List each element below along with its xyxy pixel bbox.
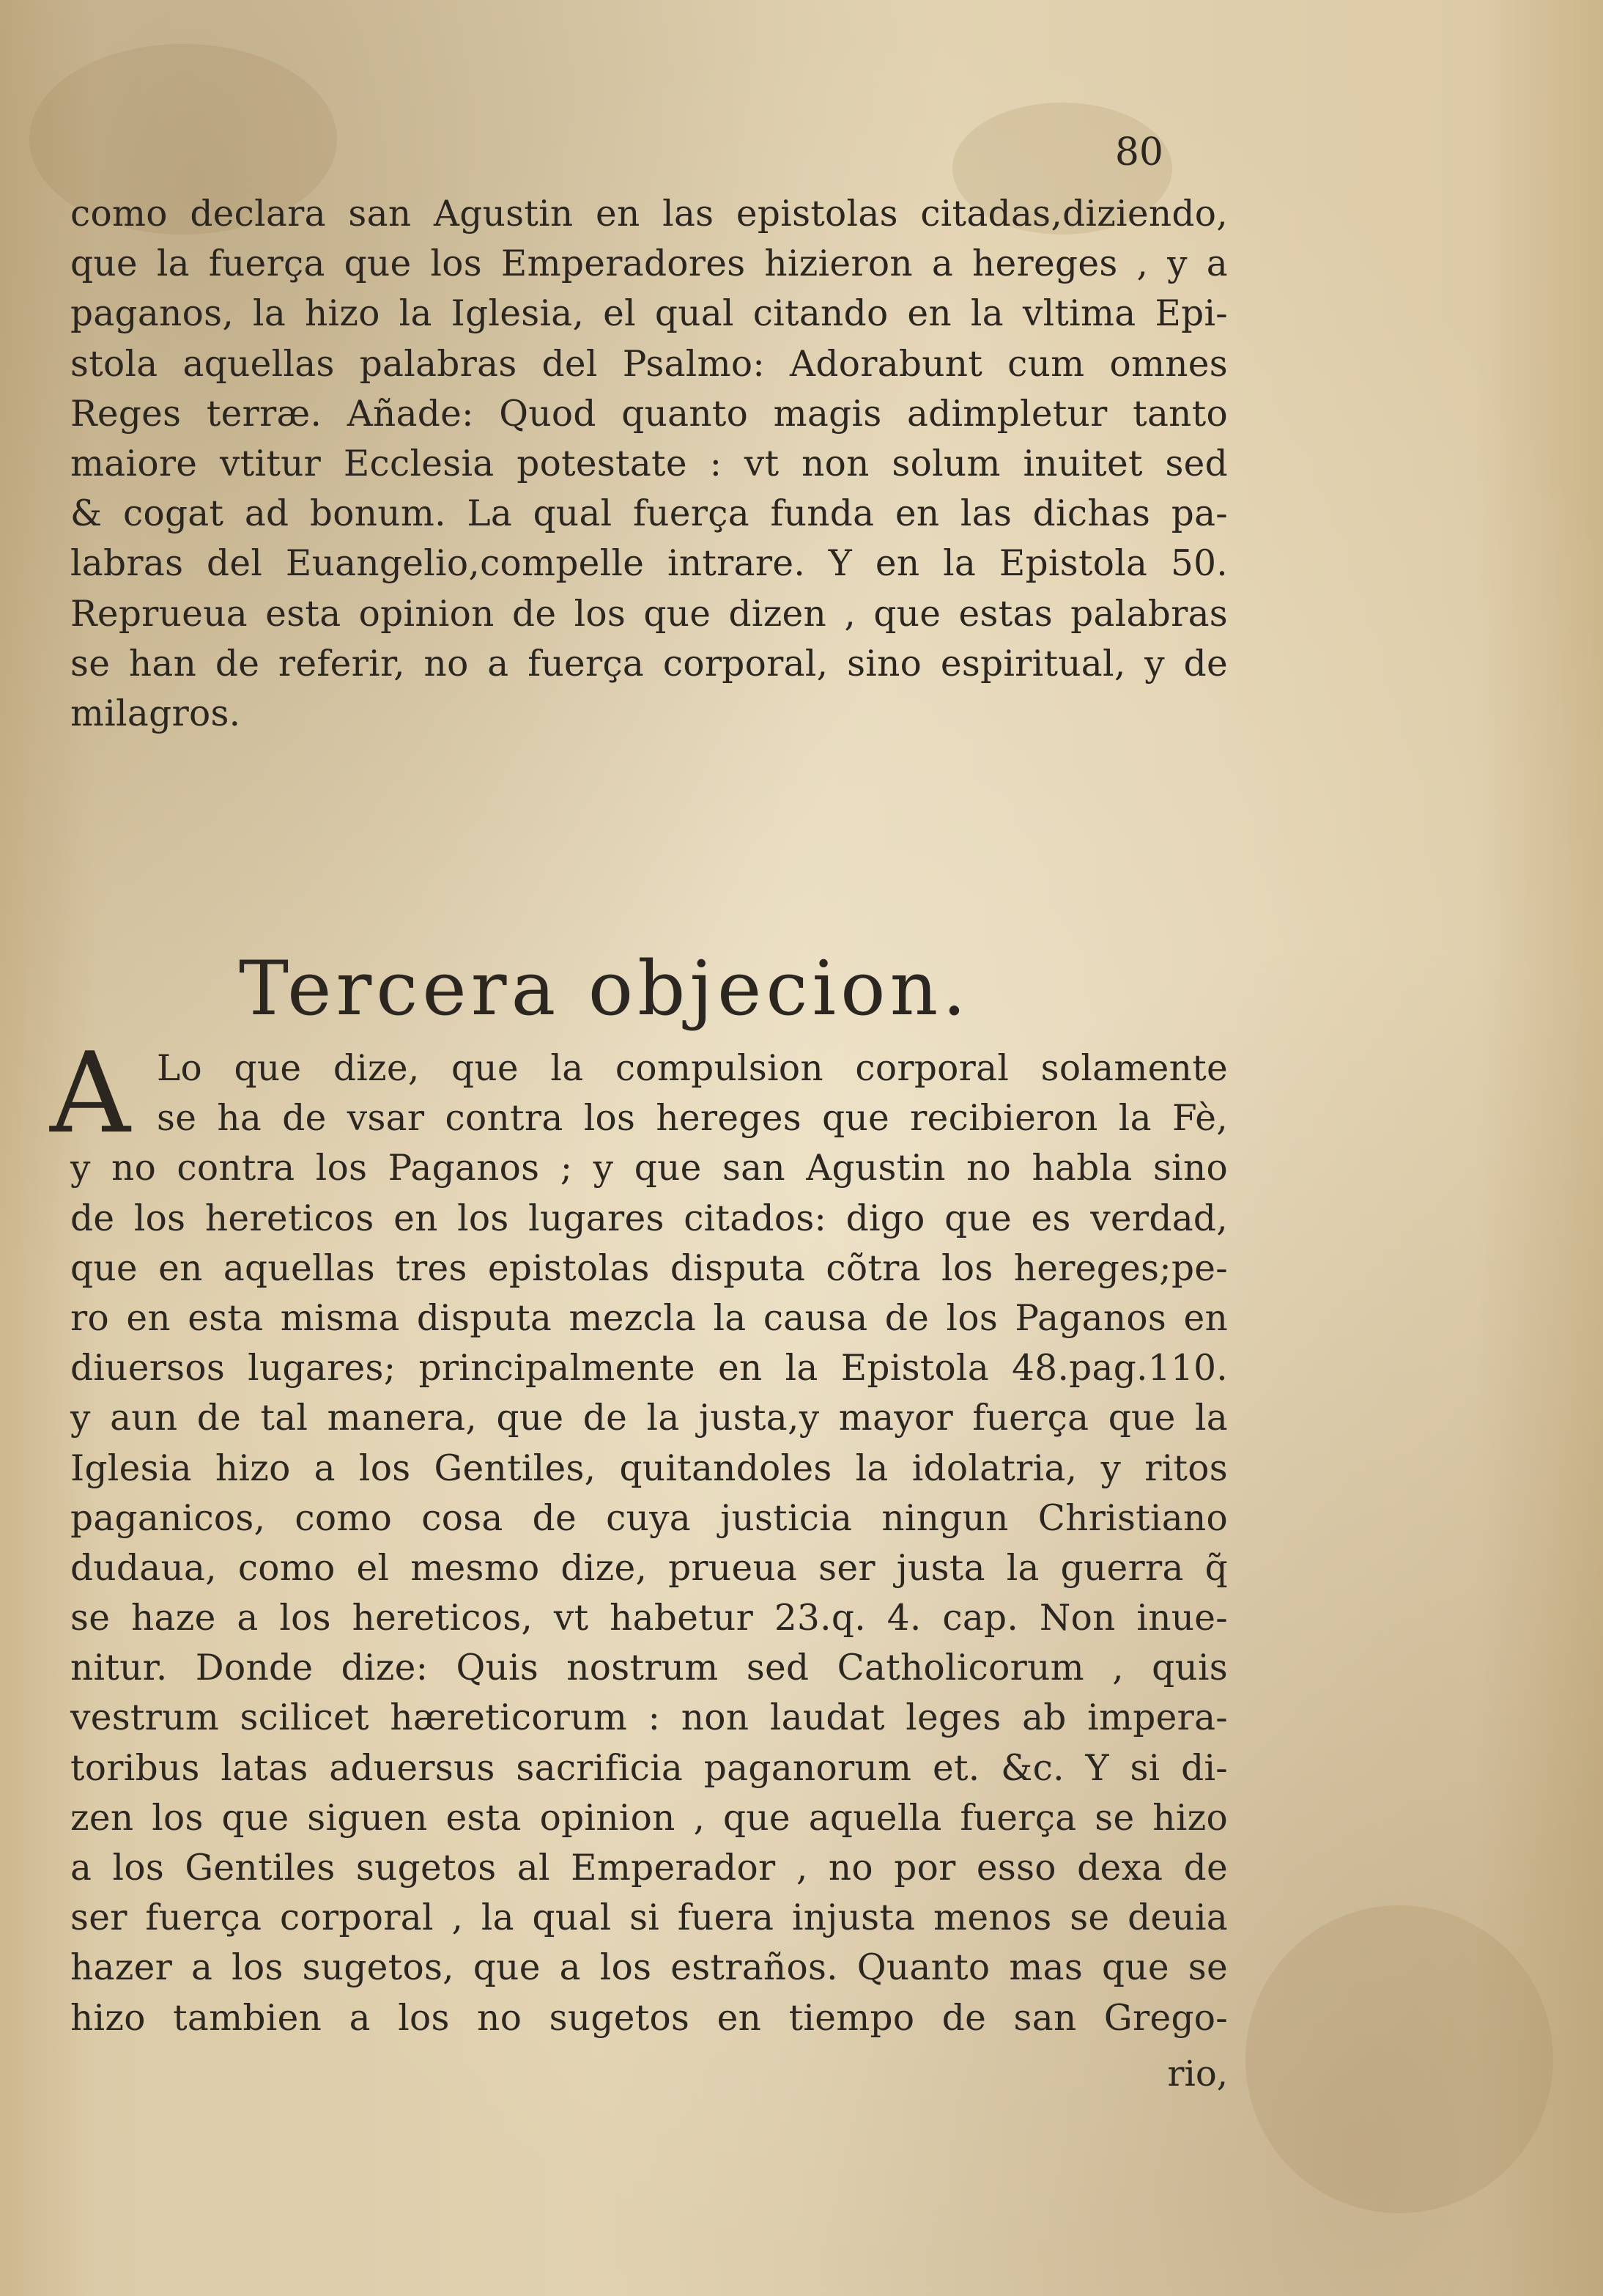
text-line: se haze a los hereticos, vt habetur 23.q. 4. cap. Non inue- [70, 1598, 1228, 1639]
text-line: & cogat ad bonum. La qual fuerça funda en las dichas pa- [70, 493, 1228, 535]
text-line: que en aquellas tres epistolas disputa cõtra los hereges;pe- [70, 1247, 1228, 1289]
text-line: de los hereticos en los lugares citados: digo que es verdad, [70, 1197, 1228, 1239]
text-line: y no contra los Paganos ; y que san Agustin no habla sino [70, 1148, 1228, 1189]
text-line: labras del Euangelio,compelle intrare. Y en la Epistola 50. [70, 543, 1228, 585]
text-line: toribus latas aduersus sacrificia paganorum et. &c. Y si di- [70, 1747, 1228, 1789]
text-line: que la fuerça que los Emperadores hizieron a hereges , y a [70, 243, 1228, 285]
text-line: Iglesia hizo a los Gentiles, quitandoles la idolatria, y ritos [70, 1447, 1228, 1489]
text-line: Reprueua esta opinion de los que dizen , que estas palabras [70, 593, 1228, 635]
text-line: como declara san Agustin en las epistolas citadas,diziendo, [70, 193, 1228, 235]
text-line: ro en esta misma disputa mezcla la causa de los Paganos en [70, 1297, 1228, 1339]
catchword: rio, [1167, 2053, 1228, 2094]
text-line: y aun de tal manera, que de la justa,y mayor fuerça que la [70, 1398, 1228, 1439]
text-line: zen los que siguen esta opinion , que aquella fuerça se hizo [70, 1797, 1228, 1839]
text-line: se ha de vsar contra los hereges que recibieron la Fè, [157, 1098, 1228, 1140]
text-line: vestrum scilicet hæreticorum : non laudat leges ab impera- [70, 1697, 1228, 1739]
text-line: dudaua, como el mesmo dize, prueua ser justa la guerra q̃ [70, 1547, 1228, 1589]
text-line: paganos, la hizo la Iglesia, el qual citando en la vltima Epi- [70, 293, 1228, 335]
paper-stain [1245, 1905, 1553, 2213]
text-line: se han de referir, no a fuerça corporal, sino espiritual, y de [70, 643, 1228, 684]
text-line: hazer a los sugetos, que a los estraños. Quanto mas que se [70, 1947, 1228, 1989]
text-line: maiore vtitur Ecclesia potestate : vt non solum inuitet sed [70, 443, 1228, 484]
paragraph-1 [70, 189, 1228, 739]
text-line: ser fuerça corporal , la qual si fuera injusta menos se deuia [70, 1897, 1228, 1939]
text-line: hizo tambien a los no sugetos en tiempo de san Grego- [70, 1997, 1228, 2039]
drop-capital: A [50, 1028, 130, 1158]
paragraph-2 [70, 1044, 1228, 2043]
text-line: Reges terræ. Añade: Quod quanto magis adimpletur tanto [70, 393, 1228, 435]
text-line: diuersos lugares; principalmente en la Epistola 48.pag.110. [70, 1348, 1228, 1389]
text-line: a los Gentiles sugetos al Emperador , no por esso dexa de [70, 1847, 1228, 1889]
section-heading: Tercera objecion. [239, 945, 971, 1033]
text-line: paganicos, como cosa de cuya justicia ningun Christiano [70, 1497, 1228, 1539]
text-line: milagros. [70, 693, 241, 734]
page-number: 80 [1114, 130, 1163, 174]
text-line: stola aquellas palabras del Psalmo: Adorabunt cum omnes [70, 343, 1228, 385]
text-line: Lo que dize, que la compulsion corporal solamente [157, 1048, 1228, 1089]
text-line: nitur. Donde dize: Quis nostrum sed Catholicorum , quis [70, 1647, 1228, 1689]
